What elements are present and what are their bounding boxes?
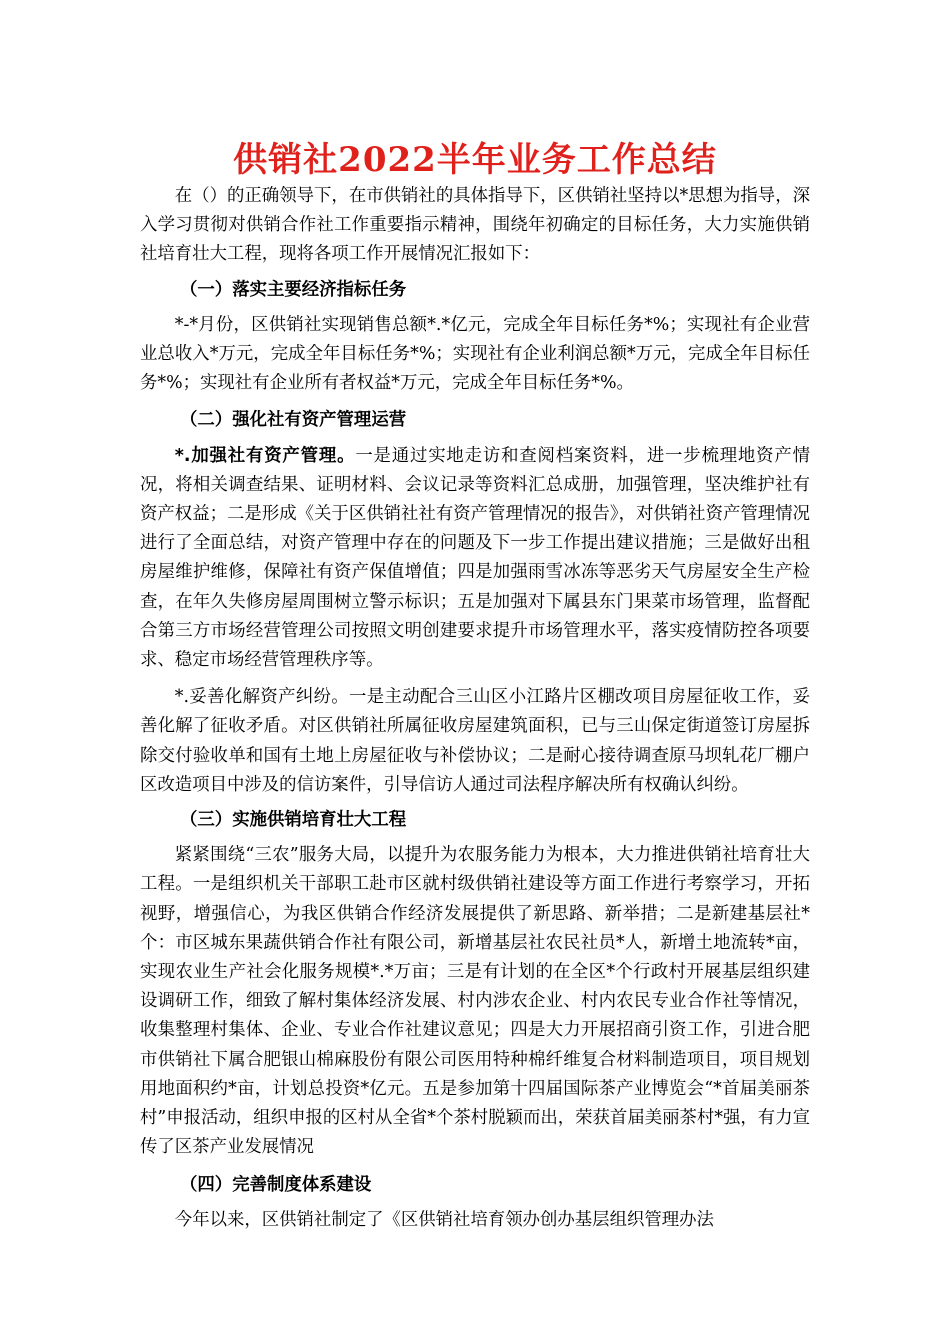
section-heading-4: （四）完善制度体系建设 [180, 1174, 372, 1195]
section-2-paragraph-2: *.妥善化解资产纠纷。一是主动配合三山区小江路片区棚改项目房屋征收工作，妥善化解了征收矛盾。对区供销社所属征收房屋建筑面积，已与三山保定街道签订房屋拆除交付验收单和国有土地上房屋征收与补偿协议；二是耐心接待调查原马坝轧花厂棚户区改造项目中涉及的信访案件，引导信访人通过司法程序解决所有权确认纠纷。 [140, 687, 810, 795]
section-3-paragraph-1: 紧紧围绕“三农”服务大局，以提升为农服务能力为根本，大力推进供销社培育壮大工程。一是组织机关干部职工赴市区就村级供销社建设等方面工作进行考察学习，开拓视野，增强信心，为我区供销合作经济发展提供了新思路、新举措；二是新建基层社*个：市区城东果蔬供销合作社有限公司，新增基层社农民社员*人，新增土地流转*亩，实现农业生产社会化服务规模*.*万亩；三是有计划的在全区*个行政村开展基层组织建设调研工作，细致了解村集体经济发展、村内涉农企业、村内农民专业合作社等情况，收集整理村集体、企业、专业合作社建议意见；四是大力开展招商引资工作，引进合肥市供销社下属合肥银山棉麻股份有限公司医用特种棉纤维复合材料制造项目，项目规划用地面积约*亩，计划总投资*亿元。五是参加第十四届国际茶产业博览会“*首届美丽茶村”申报活动，组织申报的区村从全省*个茶村脱颖而出，荣获首届美丽茶村*强，有力宣传了区茶产业发展情况 [140, 845, 810, 1158]
intro-paragraph: 在（）的正确领导下，在市供销社的具体指导下，区供销社坚持以*思想为指导，深入学习贯彻对供销合作社工作重要指示精神，围绕年初确定的目标任务，大力实施供销社培育壮大工程，现将各项工作开展情况汇报如下： [140, 186, 810, 265]
section-heading-1: （一）落实主要经济指标任务 [180, 279, 407, 300]
document-page [140, 0, 810, 1344]
section-heading-3: （三）实施供销培育壮大工程 [180, 810, 407, 831]
section-2-paragraph-1 [140, 442, 810, 676]
section-4-paragraph-1: 今年以来，区供销社制定了《区供销社培育领办创办基层组织管理办法 [174, 1209, 714, 1230]
section-1-paragraph-1: *-*月份，区供销社实现销售总额*.*亿元，完成全年目标任务*%；实现社有企业营业总收入*万元，完成全年目标任务*%；实现社有企业利润总额*万元，完成全年目标任务*%；实现社有企业所有者权益*万元，完成全年目标任务*%。 [140, 314, 810, 394]
section-heading-2: （二）强化社有资产管理运营 [180, 410, 407, 431]
document-body [140, 182, 810, 1235]
subsection-lead: *.加强社有资产管理。 [174, 445, 356, 466]
document-title: 供销社2022半年业务工作总结 [233, 140, 717, 180]
subsection-lead-text: 一是通过实地走访和查阅档案资料，进一步梳理地资产情况，将相关调查结果、证明材料、会议记录等资料汇总成册，加强管理，坚决维护社有资产权益；二是形成《关于区供销社社有资产管理情况的报告》，对供销社资产管理情况进行了全面总结，对资产管理中存在的问题及下一步工作提出建议措施；三是做好出租房屋维护维修，保障社有资产保值增值；四是加强雨雪冰冻等恶劣天气房屋安全生产检查，在年久失修房屋周围树立警示标识；五是加强对下属县东门果菜市场管理，监督配合第三方市场经营管理公司按照文明创建要求提升市场管理水平，落实疫情防控各项要求、稳定市场经营管理秩序等。 [140, 445, 810, 671]
